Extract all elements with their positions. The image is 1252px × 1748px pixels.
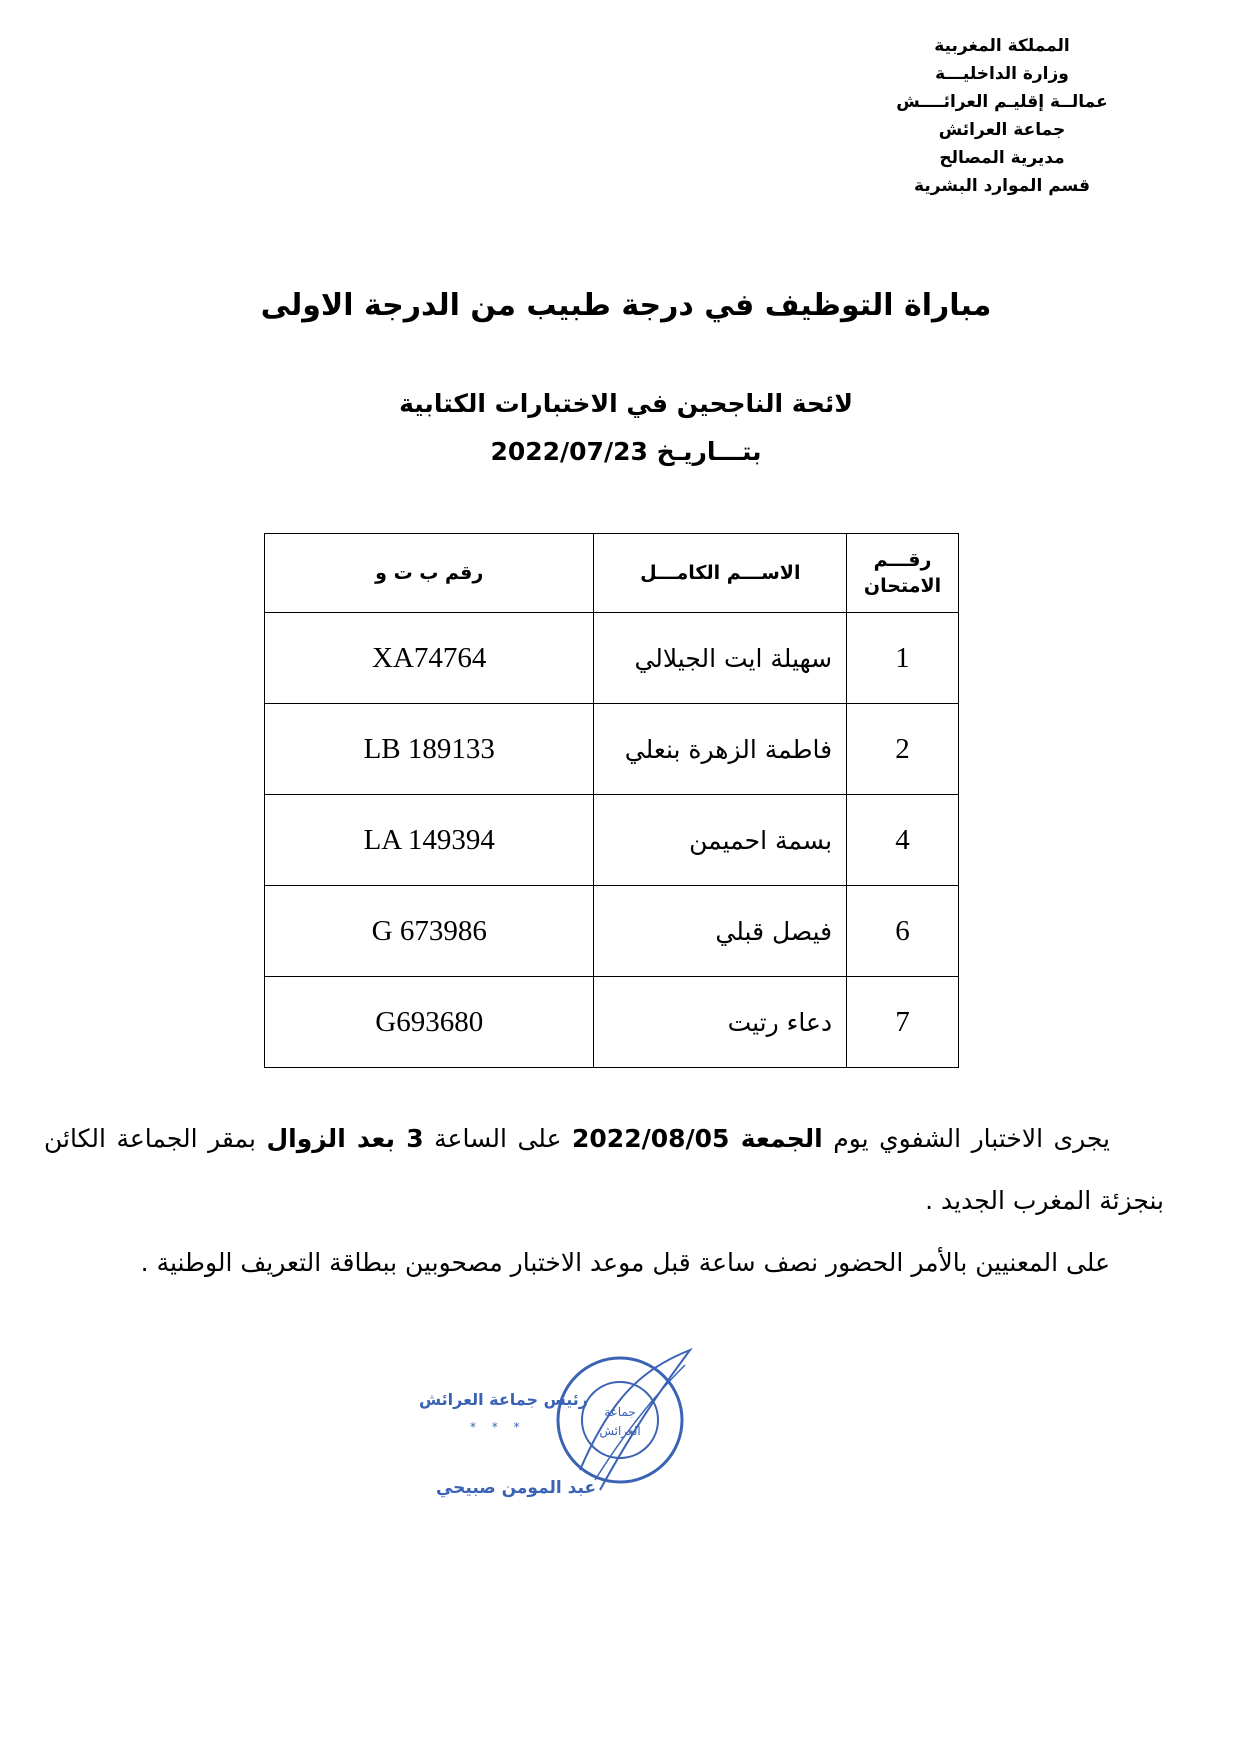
table-header-row (265, 534, 959, 613)
letterhead (872, 32, 1132, 200)
cell-full-name: دعاء رتيت (594, 977, 847, 1068)
letterhead-line: المملكة المغربية (934, 36, 1070, 56)
table-row (265, 795, 959, 886)
cell-exam-number: 2 (847, 704, 959, 795)
letterhead-line: عمالــة إقليـم العرائــــش (896, 92, 1108, 112)
letterhead-line: قسم الموارد البشرية (914, 176, 1090, 196)
cell-cin: XA74764 (265, 613, 594, 704)
column-header-exam-number-line1: رقـــم (873, 549, 932, 571)
column-header-exam-number-line2: الامتحان (863, 575, 942, 597)
signature-block (360, 1340, 710, 1520)
notice-text (44, 1108, 1164, 1294)
table-row (265, 977, 959, 1068)
notice-paragraph-oral-exam (44, 1108, 1164, 1232)
cell-exam-number: 6 (847, 886, 959, 977)
document-subtitle (0, 380, 1252, 476)
notice-text-part: على الساعة (423, 1124, 573, 1153)
cell-exam-number: 7 (847, 977, 959, 1068)
cell-exam-number: 4 (847, 795, 959, 886)
cell-cin: LB 189133 (265, 704, 594, 795)
cell-full-name: فاطمة الزهرة بنعلي (594, 704, 847, 795)
column-header-full-name: الاســـم الكامـــل (594, 534, 847, 613)
svg-text:جماعة: جماعة (604, 1405, 636, 1419)
subtitle-date: بتـــاريـخ 2022/07/23 (490, 437, 762, 466)
signatory-name: عبد المومن صبيحي (435, 1478, 596, 1498)
results-table (264, 533, 959, 1068)
table-row (265, 613, 959, 704)
cell-exam-number: 1 (847, 613, 959, 704)
table-row (265, 704, 959, 795)
cell-cin: LA 149394 (265, 795, 594, 886)
table-row (265, 886, 959, 977)
signatory-title: رئيس جماعة العرائش (419, 1390, 588, 1409)
svg-text:العرائش: العرائش (599, 1424, 641, 1438)
cell-cin: G693680 (265, 977, 594, 1068)
notice-paragraph-attendance: على المعنيين بالأمر الحضور نصف ساعة قبل موعد الاختبار مصحوبين ببطاقة التعريف الوطنية . (140, 1248, 1110, 1277)
cell-full-name: سهيلة ايت الجيلالي (594, 613, 847, 704)
cell-full-name: فيصل قبلي (594, 886, 847, 977)
cell-cin: G 673986 (265, 886, 594, 977)
document-title: مباراة التوظيف في درجة طبيب من الدرجة الاولى (260, 288, 992, 323)
letterhead-line: وزارة الداخليـــة (935, 64, 1069, 84)
notice-exam-time: 3 بعد الزوال (266, 1124, 424, 1153)
notice-text-part: بمقر الجماعة الكائن بنجزئة المغرب الجديد . (44, 1124, 1164, 1215)
official-stamp (540, 1340, 700, 1500)
column-header-cin: رقم ب ت و (265, 534, 594, 613)
subtitle-list-name: لائحة الناجحين في الاختبارات الكتابية (399, 389, 853, 418)
column-header-exam-number (847, 534, 959, 613)
signatory-dots: * * * (470, 1420, 526, 1434)
notice-text-part: يجرى الاختبار الشفوي يوم (822, 1124, 1110, 1153)
letterhead-line: جماعة العرائش (938, 120, 1066, 140)
cell-full-name: بسمة احميمن (594, 795, 847, 886)
letterhead-line: مديرية المصالح (939, 148, 1065, 168)
notice-exam-day: الجمعة 2022/08/05 (572, 1124, 823, 1153)
